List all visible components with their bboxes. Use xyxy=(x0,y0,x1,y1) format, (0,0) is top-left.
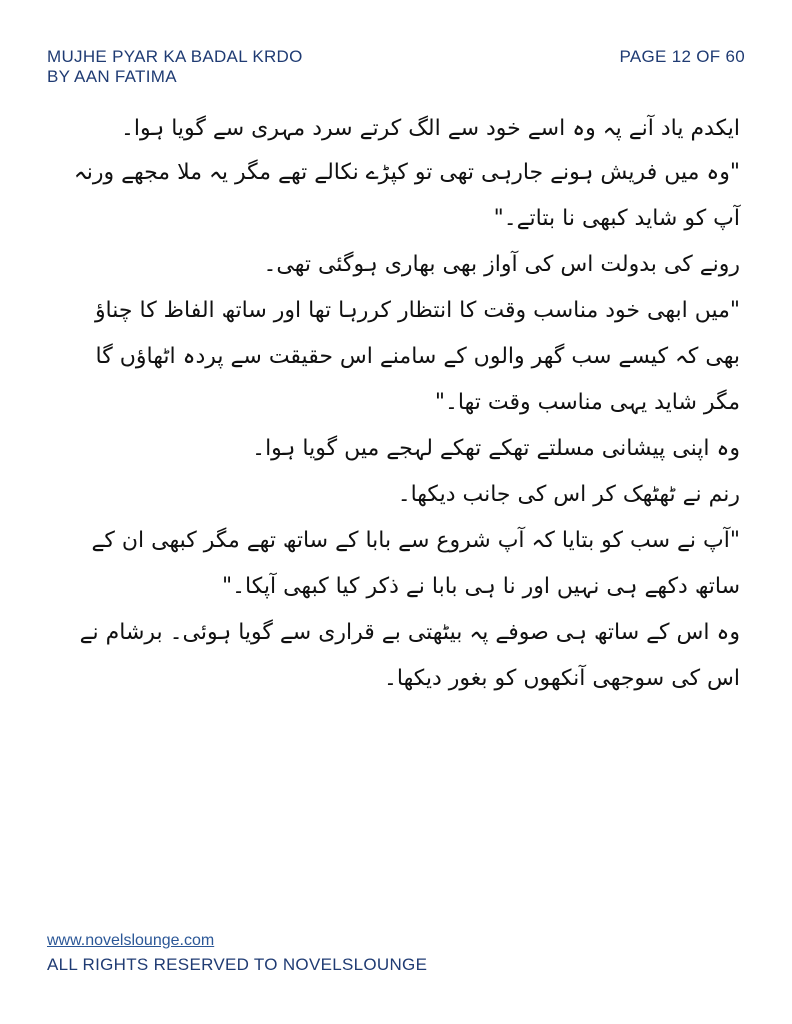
paragraph: ایکدم یاد آنے پہ وہ اسے خود سے الگ کرتے سرد مہری سے گویا ہوا۔ xyxy=(120,116,740,141)
rights-notice: ALL RIGHTS RESERVED TO NOVELSLOUNGE xyxy=(47,955,428,974)
paragraph: رنم نے ٹھٹھک کر اس کی جانب دیکھا۔ xyxy=(397,482,740,507)
website-link[interactable]: www.novelslounge.com xyxy=(47,932,215,949)
paragraph: "میں ابھی خود مناسب وقت کا انتظار کررہا تھا اور ساتھ الفاظ کا چناؤ بھی کہ کیسے سب گھر والوں کے سامنے اس حقیقت سے پردہ اٹھاؤں گا مگر شاید یہی مناسب وقت تھا۔" xyxy=(94,298,740,415)
page-body xyxy=(60,108,740,702)
novel-title: MUJHE PYAR KA BADAL KRDO xyxy=(47,47,303,66)
paragraph: "وہ میں فریش ہونے جارہی تھی تو کپڑے نکالے تھے مگر یہ ملا مجھے ورنہ آپ کو شاید کبھی نا بتاتے۔" xyxy=(73,160,740,231)
author-line: BY AAN FATIMA xyxy=(47,67,177,86)
paragraph: رونے کی بدولت اس کی آواز بھی بھاری ہوگئی تھی۔ xyxy=(263,252,740,277)
page-number: PAGE 12 OF 60 xyxy=(619,47,745,66)
paragraph: وہ اس کے ساتھ ہی صوفے پہ بیٹھتی بے قراری سے گویا ہوئی۔ برشام نے اس کی سوجھی آنکھوں کو بغور دیکھا۔ xyxy=(79,620,740,691)
paragraph: "آپ نے سب کو بتایا کہ آپ شروع سے بابا کے ساتھ تھے مگر کبھی ان کے ساتھ دکھے ہی نہیں اور نا ہی بابا نے ذکر کیا کبھی آپکا۔" xyxy=(91,528,740,599)
paragraph: وہ اپنی پیشانی مسلتے تھکے تھکے لہجے میں گویا ہوا۔ xyxy=(252,436,740,461)
